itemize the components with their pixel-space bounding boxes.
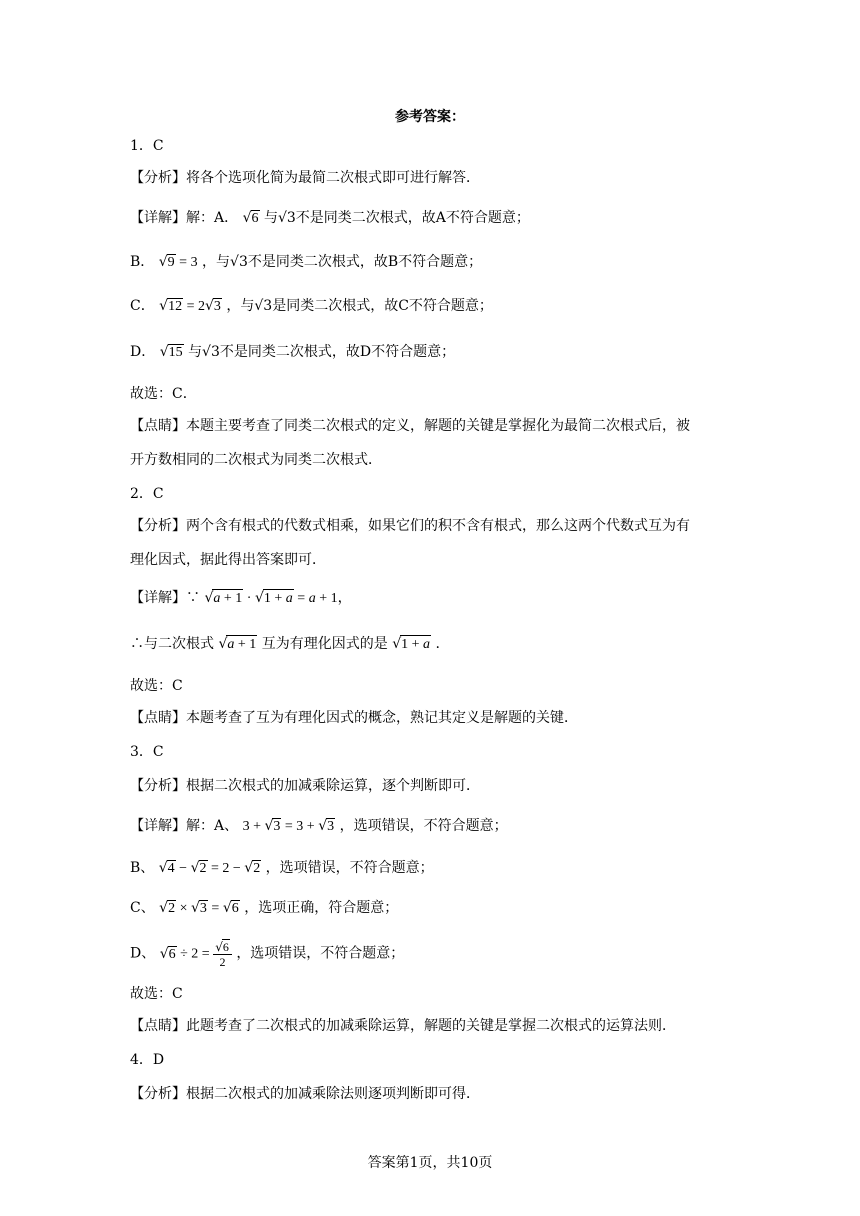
q1-detail-d: D． √15 与√3不是同类二次根式，故D不符合题意； bbox=[130, 342, 455, 363]
q3-analysis: 【分析】根据二次根式的加减乘除运算，逐个判断即可． bbox=[130, 778, 480, 794]
q4-analysis: 【分析】根据二次根式的加减乘除法则逐项判断即可得． bbox=[130, 1086, 480, 1102]
q3-a-formula: 3 + √3 = 3 + √3 bbox=[242, 818, 335, 834]
q3-b-formula: √4 − √2 = 2 − √2 bbox=[158, 860, 261, 876]
sqrt-1-plus-a-formula: √1 + a bbox=[392, 636, 431, 652]
q2-analysis-line1: 【分析】两个含有根式的代数式相乘，如果它们的积不含有根式，那么这两个代数式互为有 bbox=[130, 518, 690, 534]
q3-c-formula: √2 × √3 = √6 bbox=[159, 900, 239, 916]
q2-detail: 【详解】∵ √a + 1 · √1 + a = a + 1， bbox=[130, 588, 352, 609]
q3-detail-a: 【详解】解：A、 3 + √3 = 3 + √3 ，选项错误，不符合题意； bbox=[130, 816, 508, 837]
q2-product-formula: √a + 1 · √1 + a = a + 1 bbox=[204, 590, 338, 606]
q2-conclusion: ∴与二次根式 √a + 1 互为有理化因式的是 √1 + a . bbox=[130, 634, 440, 655]
q1-detail-c: C． √12 = 2√3 ，与√3是同类二次根式，故C不符合题意； bbox=[130, 296, 493, 317]
page-title: 参考答案： bbox=[395, 109, 465, 125]
sqrt6-formula: √6 bbox=[242, 210, 259, 226]
q1-detail-b: B． √9 = 3 ，与√3不是同类二次根式，故B不符合题意； bbox=[130, 252, 482, 273]
page-footer: 答案第1页，共10页 bbox=[367, 1155, 493, 1171]
q1-comment-line1: 【点睛】本题主要考查了同类二次根式的定义，解题的关键是掌握化为最简二次根式后，被 bbox=[130, 418, 690, 434]
q4-number: 4．D bbox=[130, 1052, 165, 1068]
q1-detail-a: 【详解】解：A． √6 与√3不是同类二次根式，故A不符合题意； bbox=[130, 208, 530, 229]
q1-choice: 故选：C． bbox=[130, 386, 197, 402]
q1-comment-line2: 开方数相同的二次根式为同类二次根式． bbox=[130, 452, 382, 468]
q3-detail-c: C、 √2 × √3 = √6 ，选项正确，符合题意； bbox=[130, 898, 398, 919]
sqrt15-formula: √15 bbox=[159, 344, 183, 360]
q2-choice: 故选：C bbox=[130, 678, 183, 694]
q1-analysis: 【分析】将各个选项化简为最简二次根式即可进行解答． bbox=[130, 170, 480, 186]
q2-comment: 【点睛】本题考查了互为有理化因式的概念，熟记其定义是解题的关键． bbox=[130, 710, 578, 726]
q3-detail-b: B、 √4 − √2 = 2 − √2 ，选项错误，不符合题意； bbox=[130, 858, 434, 879]
sqrt9-formula: √9 = 3 bbox=[158, 254, 198, 270]
q2-analysis-line2: 理化因式，据此得出答案即可． bbox=[130, 552, 326, 568]
sqrt12-formula: √12 = 2√3 bbox=[159, 298, 221, 314]
q1-number: 1．C bbox=[130, 138, 164, 154]
q3-detail-d: D、 √6 ÷ 2 = $\frac{√6}{2}$ ，选项错误，不符合题意； bbox=[130, 940, 405, 969]
q3-comment: 【点睛】此题考查了二次根式的加减乘除运算，解题的关键是掌握二次根式的运算法则． bbox=[130, 1018, 676, 1034]
q3-number: 3．C bbox=[130, 744, 164, 760]
sqrt-a-plus-1-formula: √a + 1 bbox=[218, 636, 257, 652]
q2-number: 2．C bbox=[130, 486, 164, 502]
q3-d-formula: √6 ÷ 2 = $\frac{√6}{2}$ bbox=[160, 940, 232, 969]
q3-choice: 故选：C bbox=[130, 986, 183, 1002]
